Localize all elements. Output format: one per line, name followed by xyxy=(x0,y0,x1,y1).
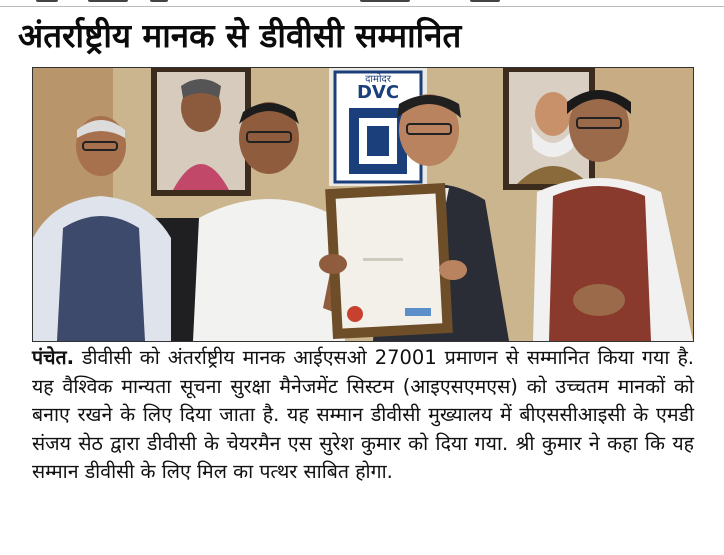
dvc-logo-text: DVC xyxy=(356,82,400,103)
article-text: डीवीसी को अंतर्राष्ट्रीय मानक आईएसओ 27001 प्रमाणन से सम्मानित किया गया है. यह वैश्विक मान्यता सूचना सुरक्षा मैनेजमेंट सिस्टम (आइएसएमएस) को उच्चतम मानकों को बनाए रखने के लिए दिया जाता है. यह सम्मान डीवीसी मुख्यालय में बीएससीआइसी के एमडी संजय सेठ द्वारा डीवीसी के चेयरमैन एस सुरेश कुमार को दिया गया. श्री कुमार ने कहा कि यह सम्मान डीवीसी के लिए मिल का पत्थर साबित होगा. xyxy=(32,346,694,483)
dateline: पंचेत. xyxy=(32,346,74,369)
portrait-frame-left xyxy=(151,68,251,196)
news-photo xyxy=(32,67,694,342)
headline: अंतर्राष्ट्रीय मानक से डीवीसी सम्मानित xyxy=(18,16,462,55)
clipped-previous-text xyxy=(0,0,724,7)
article-body xyxy=(32,344,694,487)
hand-left xyxy=(319,254,347,274)
logo-top-text: दामोदर xyxy=(365,74,391,85)
hand-right xyxy=(439,260,467,280)
